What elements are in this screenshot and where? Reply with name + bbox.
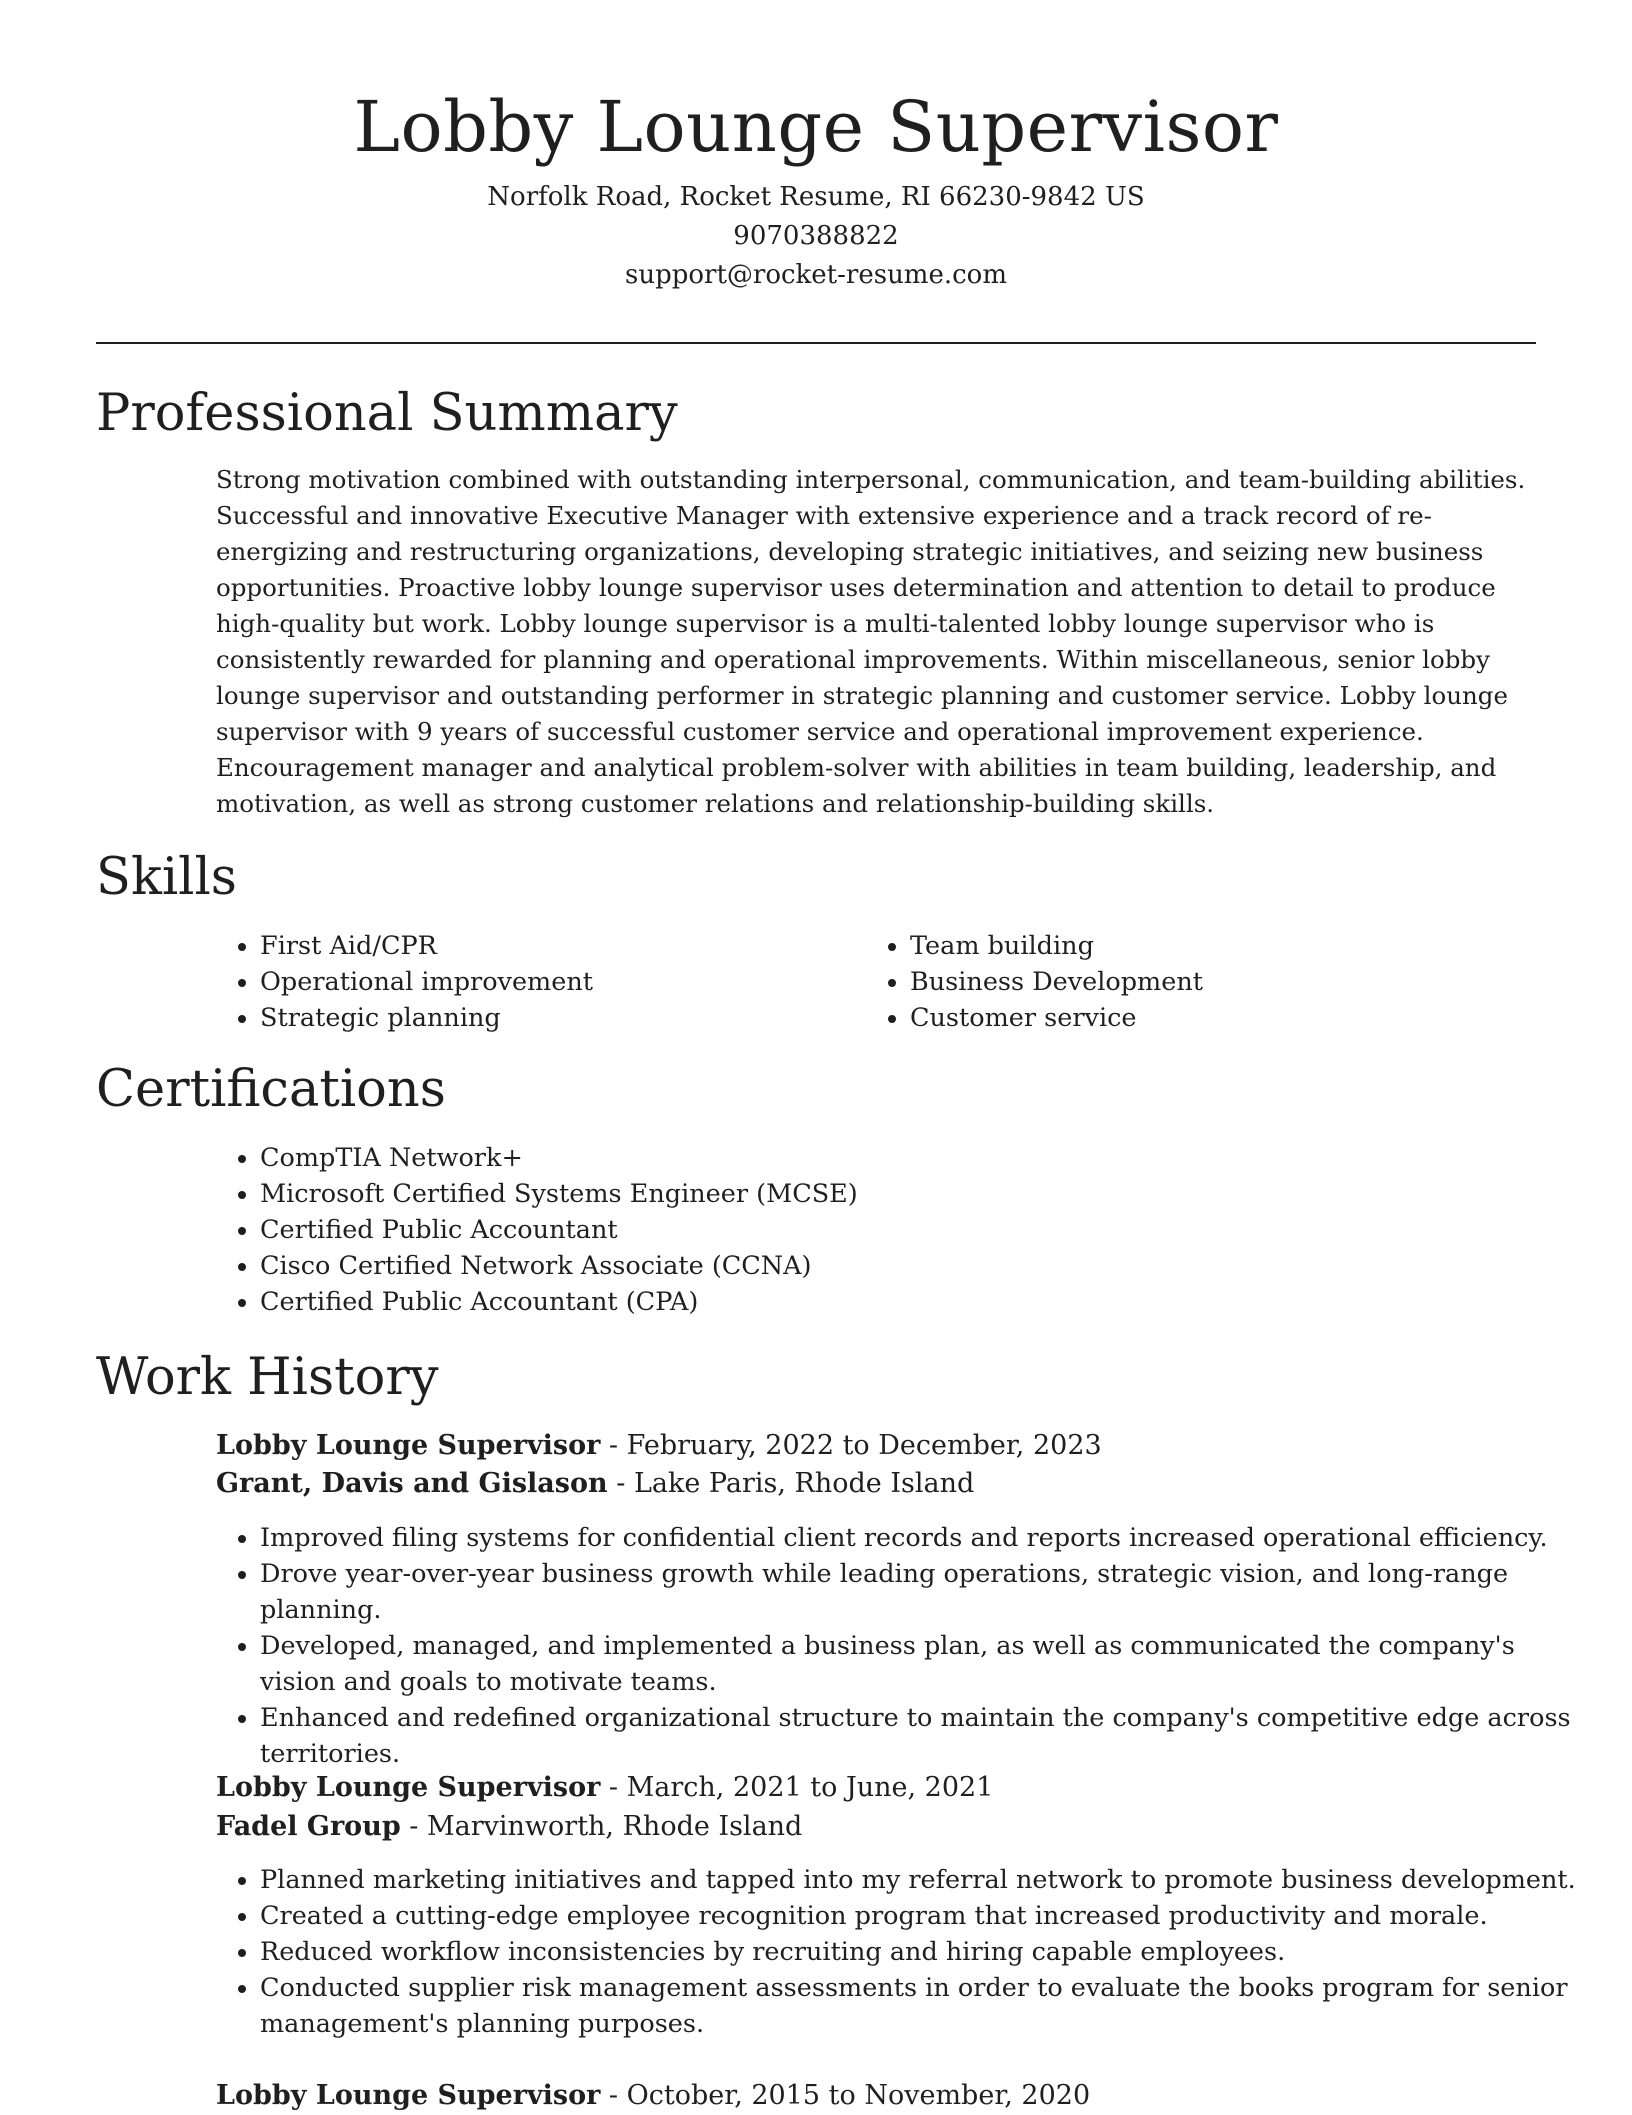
list-item: • Certified Public Accountant <box>260 1212 1560 1248</box>
list-item: • Conducted supplier risk management assessments in order to evaluate the books program for senior management's planning purposes. <box>260 1970 1580 2042</box>
contact-phone: 9070388822 <box>733 221 899 251</box>
job-3-role: Lobby Lounge Supervisor <box>216 2080 601 2111</box>
list-item: • Operational improvement <box>260 964 860 1000</box>
job-2-dates: - March, 2021 to June, 2021 <box>600 1772 994 1803</box>
job-2-company: Fadel Group <box>216 1811 401 1842</box>
skills-list-left <box>216 928 860 1036</box>
job-1-title-line <box>216 1426 1102 1465</box>
list-item: • Strategic planning <box>260 1000 860 1036</box>
job-1-company-line <box>216 1464 974 1503</box>
list-item: • Team building <box>910 928 1510 964</box>
list-item: • Planned marketing initiatives and tapped into my referral network to promote business development. <box>260 1862 1580 1898</box>
list-item: • Customer service <box>910 1000 1510 1036</box>
list-item: • Developed, managed, and implemented a business plan, as well as communicated the company's vision and goals to motivate teams. <box>260 1628 1580 1700</box>
job-1-role: Lobby Lounge Supervisor <box>216 1430 601 1461</box>
job-1-bullets <box>216 1520 1580 1772</box>
job-3-title-line <box>216 2076 1090 2115</box>
summary-text: Strong motivation combined with outstanding interpersonal, communication, and team-building abilities. Successful and innovative Executive Manager with extensive experience and a track record of re-energizing and restructuring organizations, developing strategic initiatives, and seizing new business opportunities. Proactive lobby lounge supervisor uses determination and attention to detail to produce high-quality but work. Lobby lounge supervisor is a multi-talented lobby lounge supervisor who is consistently rewarded for planning and operational improvements. Within miscellaneous, senior lobby lounge supervisor and outstanding performer in strategic planning and customer service. Lobby lounge supervisor with 9 years of successful customer service and operational improvement experience. Encouragement manager and analytical problem-solver with abilities in team building, leadership, and motivation, as well as strong customer relations and relationship-building skills. <box>216 465 1526 818</box>
job-2-role: Lobby Lounge Supervisor <box>216 1772 601 1803</box>
job-3-dates: - October, 2015 to November, 2020 <box>600 2080 1091 2111</box>
list-item: • First Aid/CPR <box>260 928 860 964</box>
contact-block <box>96 178 1536 295</box>
list-item: • CompTIA Network+ <box>260 1140 1560 1176</box>
list-item: • Enhanced and redefined organizational structure to maintain the company's competitive edge across territories. <box>260 1700 1580 1772</box>
section-title-summary: Professional Summary <box>96 384 678 443</box>
list-item: • Cisco Certified Network Associate (CCNA) <box>260 1248 1560 1284</box>
skills-list-right <box>866 928 1510 1036</box>
job-2-title-line <box>216 1768 993 1807</box>
list-item: • Certified Public Accountant (CPA) <box>260 1284 1560 1320</box>
contact-address: Norfolk Road, Rocket Resume, RI 66230-9842 US <box>487 182 1145 212</box>
job-1-dates: - February, 2022 to December, 2023 <box>600 1430 1102 1461</box>
job-2-location: - Marvinworth, Rhode Island <box>400 1811 803 1842</box>
section-title-work-history: Work History <box>96 1348 439 1407</box>
list-item: • Microsoft Certified Systems Engineer (MCSE) <box>260 1176 1560 1212</box>
job-2-bullets <box>216 1862 1580 2042</box>
certifications-list <box>216 1140 1560 1320</box>
job-2-company-line <box>216 1807 802 1846</box>
header-divider <box>96 342 1536 344</box>
list-item: • Created a cutting-edge employee recognition program that increased productivity and morale. <box>260 1898 1580 1934</box>
list-item: • Reduced workflow inconsistencies by recruiting and hiring capable employees. <box>260 1934 1580 1970</box>
list-item: • Business Development <box>910 964 1510 1000</box>
section-title-certifications: Certifications <box>96 1060 446 1119</box>
list-item: • Improved filing systems for confidential client records and reports increased operational efficiency. <box>260 1520 1580 1556</box>
section-title-skills: Skills <box>96 848 237 907</box>
list-item: • Drove year-over-year business growth while leading operations, strategic vision, and long-range planning. <box>260 1556 1580 1628</box>
job-1-company: Grant, Davis and Gislason <box>216 1468 608 1499</box>
candidate-name: Lobby Lounge Supervisor <box>353 86 1279 168</box>
resume-header <box>96 84 1536 295</box>
contact-email: support@rocket-resume.com <box>624 260 1007 290</box>
job-1-location: - Lake Paris, Rhode Island <box>607 1468 975 1499</box>
